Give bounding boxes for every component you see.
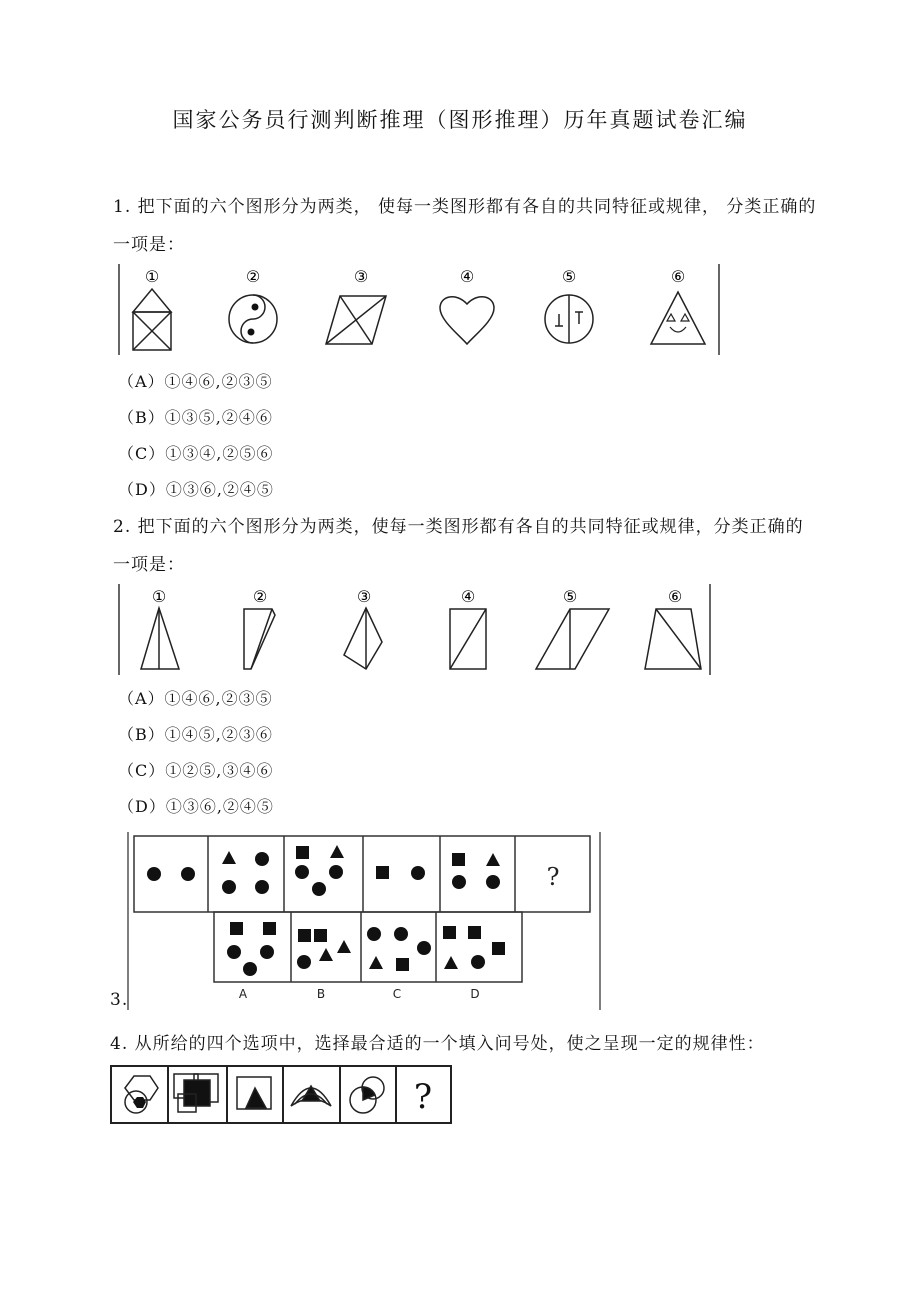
q2-option-b[interactable]: （B）①④⑤,②③⑥	[118, 725, 273, 744]
q1-label-2: ②	[245, 267, 261, 286]
q2-label-2: ②	[252, 587, 268, 606]
q2-label-6: ⑥	[667, 587, 683, 606]
q2-shape-6	[645, 609, 701, 669]
q1-label-6: ⑥	[670, 267, 686, 286]
q1-shape-yinyang	[229, 295, 277, 343]
q4-shape-1	[125, 1076, 158, 1113]
q1-shape-heart	[440, 297, 494, 344]
q4-figure	[109, 1064, 453, 1126]
q4-shape-5	[350, 1077, 384, 1113]
q2-option-a[interactable]: （A）①④⑥,②③⑤	[118, 689, 273, 708]
q2-text-line2: 一项是：	[113, 555, 185, 575]
q3-figure	[126, 832, 604, 1012]
q1-shape-circle-split	[545, 295, 593, 343]
q2-option-c[interactable]: （C）①②⑤,③④⑥	[118, 761, 274, 780]
q4-shape-3	[237, 1077, 271, 1109]
q2-figure	[118, 582, 714, 678]
q3-number: 3.	[110, 990, 129, 1010]
q3-question-mark: ?	[546, 863, 560, 891]
page-title: 国家公务员行测判断推理（图形推理）历年真题试卷汇编	[172, 108, 748, 132]
q2-label-4: ④	[460, 587, 476, 606]
q2-shape-3	[344, 608, 382, 669]
q3-answer-d[interactable]: D	[470, 987, 480, 1001]
q2-option-d[interactable]: （D）①③⑥,②④⑤	[118, 797, 274, 816]
q1-option-a[interactable]: （A）①④⑥,②③⑤	[118, 372, 273, 391]
q2-label-1: ①	[151, 587, 167, 606]
q2-shape-4	[450, 609, 486, 669]
q1-option-d[interactable]: （D）①③⑥,②④⑤	[118, 480, 274, 499]
q4-shape-2	[174, 1074, 218, 1112]
q3-answer-b[interactable]: B	[316, 987, 326, 1001]
q1-label-1: ①	[144, 267, 160, 286]
q1-figure	[118, 262, 724, 358]
q2-shape-5	[536, 609, 609, 669]
q1-label-5: ⑤	[561, 267, 577, 286]
q1-label-4: ④	[459, 267, 475, 286]
q2-text-line1: 2. 把下面的六个图形分为两类，使每一类图形都有各自的共同特征或规律，分类正确的	[113, 517, 804, 537]
q2-label-3: ③	[356, 587, 372, 606]
q2-label-5: ⑤	[562, 587, 578, 606]
q1-shape-house	[133, 289, 171, 350]
q3-answer-a[interactable]: A	[238, 987, 248, 1001]
q1-shape-triangle-face	[651, 292, 705, 344]
q1-option-c[interactable]: （C）①③④,②⑤⑥	[118, 444, 274, 463]
q4-text: 4. 从所给的四个选项中，选择最合适的一个填入问号处，使之呈现一定的规律性：	[110, 1034, 765, 1054]
q1-text-line2: 一项是：	[113, 235, 185, 255]
q4-shape-4	[291, 1086, 331, 1106]
q4-question-mark: ?	[413, 1077, 433, 1117]
q1-shape-parallelogram	[326, 296, 386, 344]
q2-shape-2	[244, 609, 275, 669]
q3-answer-c[interactable]: C	[392, 987, 402, 1001]
q1-text-line1: 1. 把下面的六个图形分为两类， 使每一类图形都有各自的共同特征或规律， 分类正确的	[113, 197, 817, 217]
q1-option-b[interactable]: （B）①③⑤,②④⑥	[118, 408, 273, 427]
q2-shape-1	[141, 608, 179, 669]
q1-label-3: ③	[353, 267, 369, 286]
